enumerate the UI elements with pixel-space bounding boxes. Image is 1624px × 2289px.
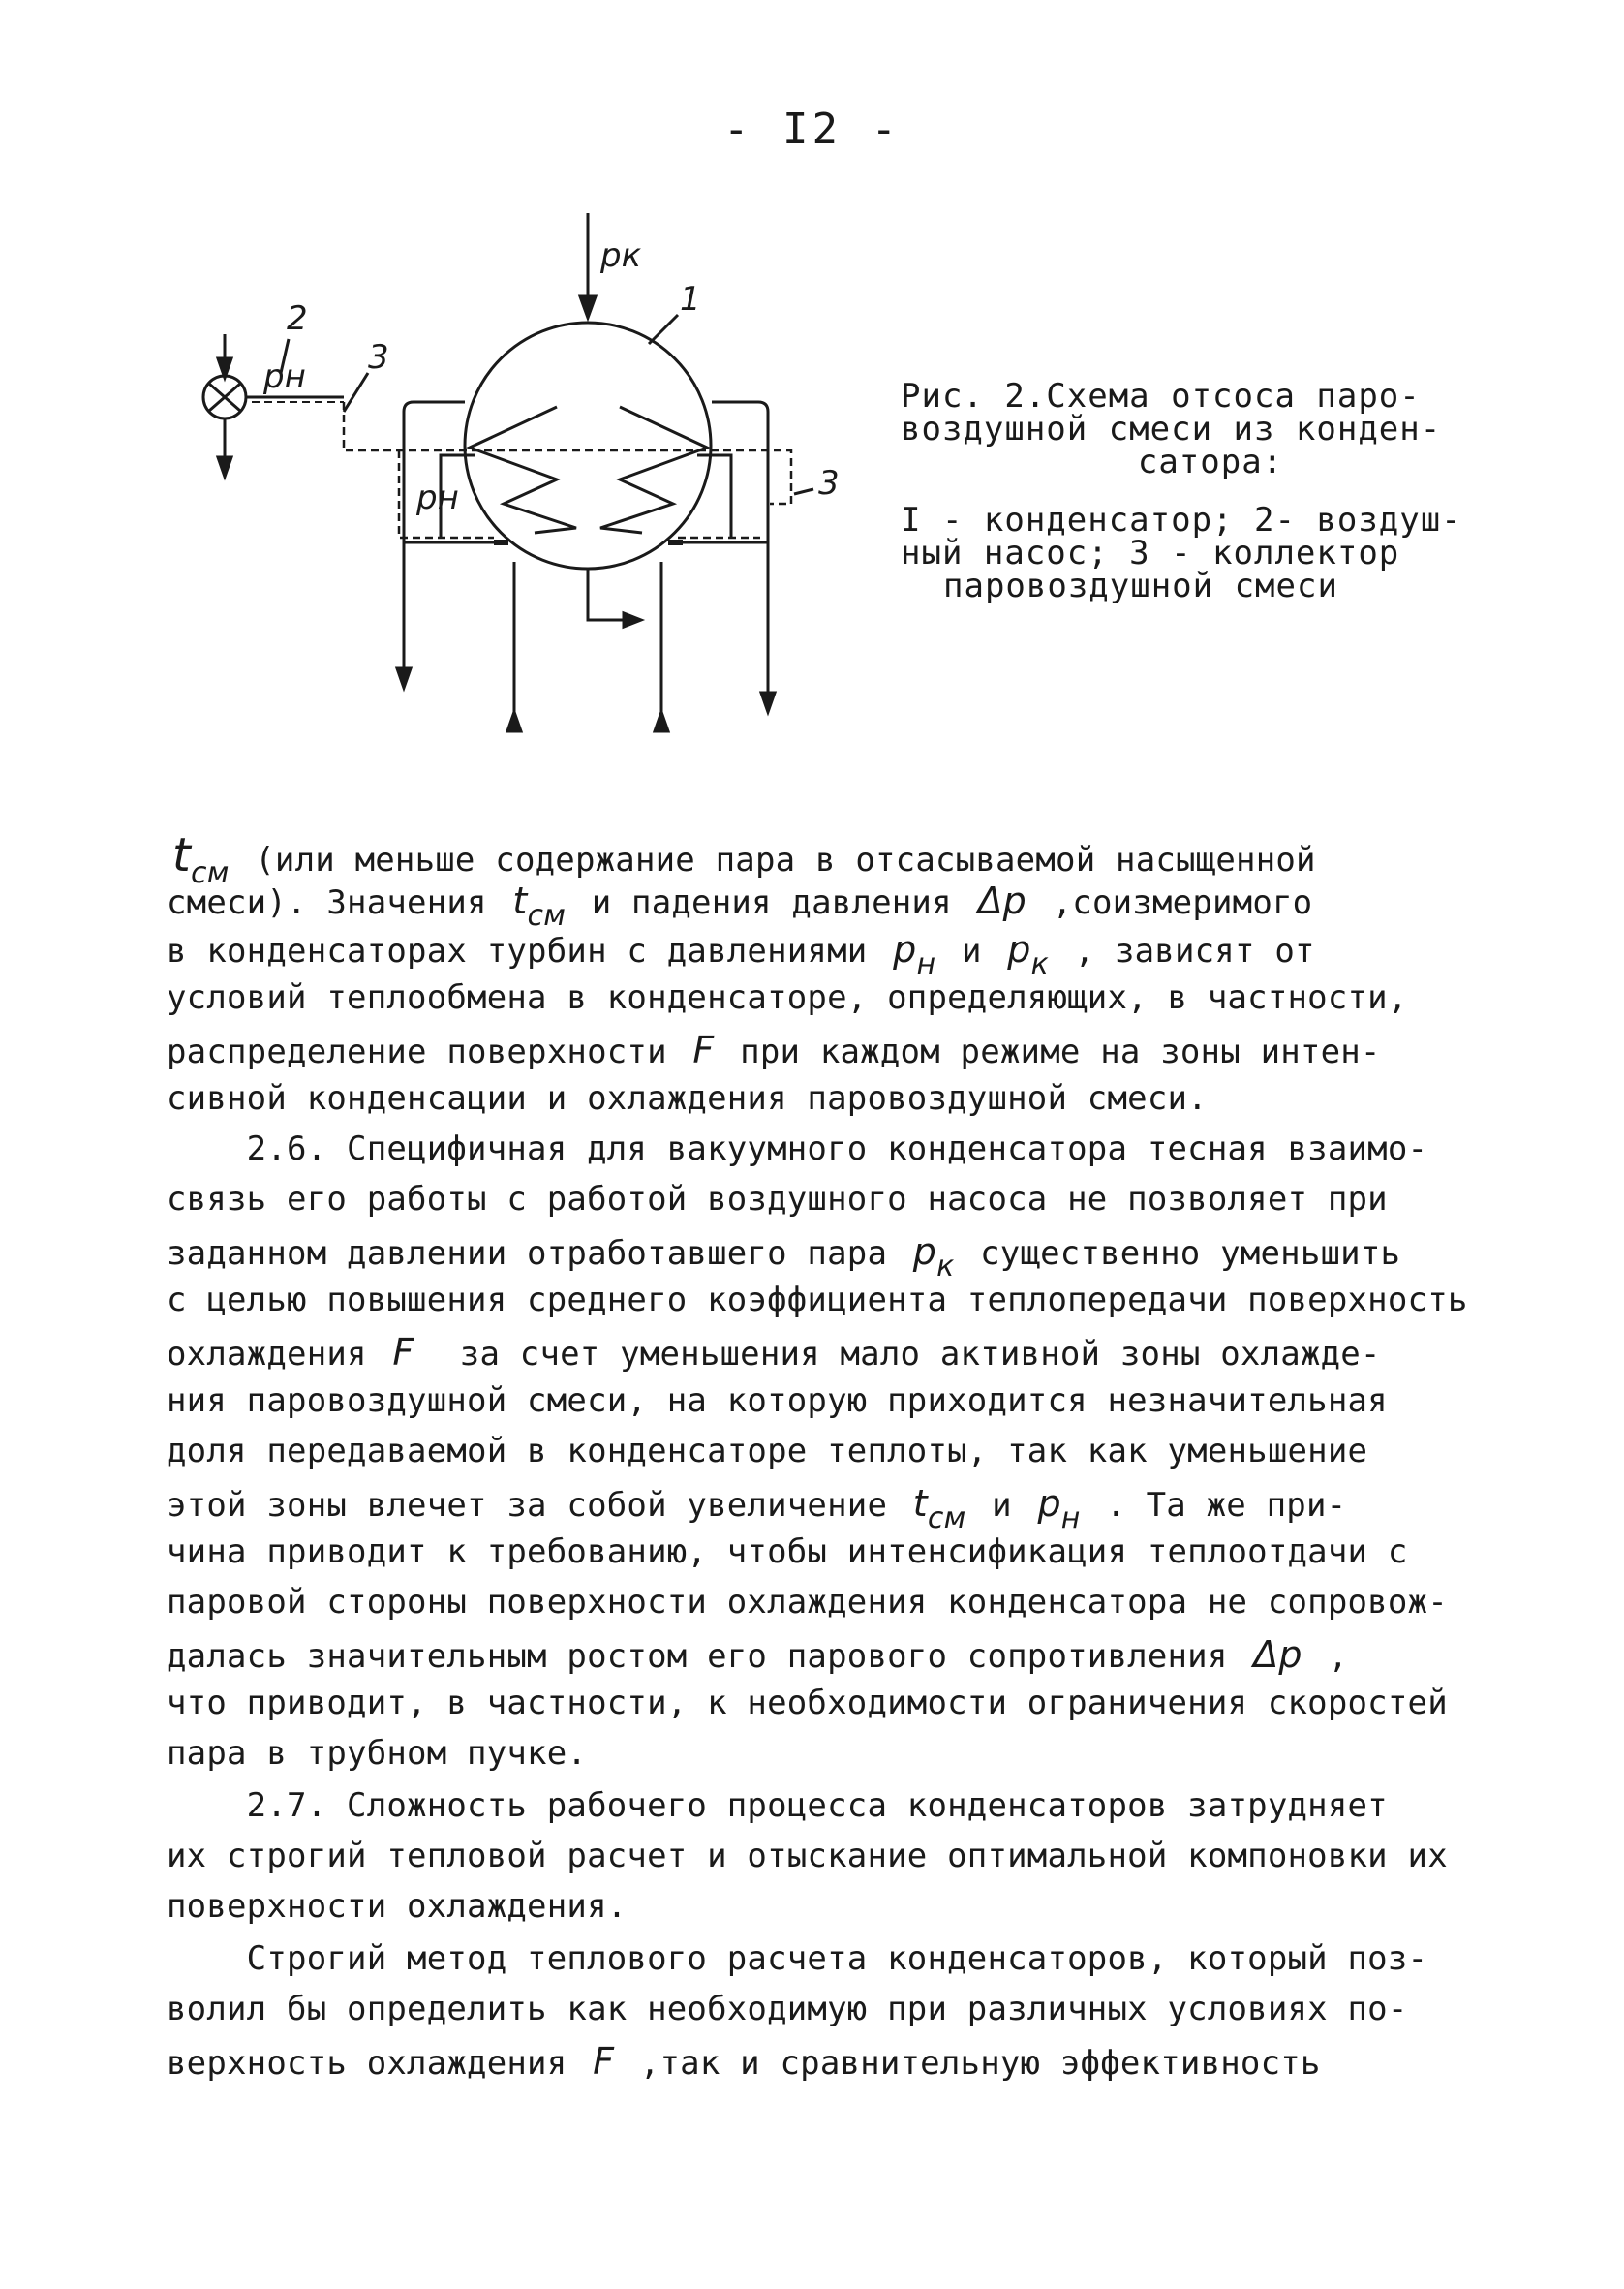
condenser-schematic <box>174 194 872 746</box>
body-line-4: условий теплообмена в конденсаторе, определяющих, в частности, <box>167 978 1408 1017</box>
var-t-sm: $t_{см}$ <box>912 1482 966 1535</box>
collector-dashed <box>344 402 791 504</box>
body-line-6: сивной конденсации и охлаждения паровоздушной смеси. <box>167 1079 1208 1118</box>
label-pn-pump: pн <box>263 357 306 396</box>
body-line-25: верхность охлаждения F ,так и сравнительную эффективность <box>167 2040 1321 2083</box>
label-pk-top: pк <box>600 236 642 275</box>
body-line-21: их строгий тепловой расчет и отыскание оптимальной компоновки их <box>167 1837 1448 1875</box>
body-line-23: Строгий метод теплового расчета конденсаторов, который поз- <box>167 1939 1428 1978</box>
collector-outer <box>404 402 465 542</box>
body-line-5: распределение поверхности F при каждом режиме на зоны интен- <box>167 1029 1381 1071</box>
body-line-22: поверхности охлаждения. <box>167 1887 628 1926</box>
var-dp: Δp <box>977 880 1026 922</box>
page-number: - I2 - <box>723 105 901 154</box>
label-2: 2 <box>287 299 308 338</box>
figure-caption <box>901 377 1520 605</box>
body-line-16: паровой стороны поверхности охлаждения конденсатора не сопровож- <box>167 1583 1448 1622</box>
var-p-n: $p_н$ <box>893 928 936 981</box>
var-t-sm: $t_{см}$ <box>172 828 230 890</box>
condenser-shell <box>465 323 711 569</box>
caption-legend-line-3: паровоздушной смеси <box>943 567 1338 605</box>
body-line-18: что приводит, в частности, к необходимости ограничения скоростей <box>167 1684 1448 1722</box>
var-F: F <box>593 2040 615 2083</box>
body-line-12: ния паровоздушной смеси, на которую приходится незначительная <box>167 1381 1388 1420</box>
body-line-14: этой зоны влечет за собой увеличение $t_{см}$ и $p_н$ . Та же при- <box>167 1482 1347 1535</box>
var-F: F <box>692 1029 715 1071</box>
body-line-1: $t_{см}$ (или меньше содержание пара в отсасываемой насыщенной <box>167 828 1316 882</box>
caption-title-line-3: сатора: <box>1137 443 1284 481</box>
body-line-3: в конденсаторах турбин с давлениями $p_н$ и $p_к$ , зависят от <box>167 928 1315 981</box>
body-line-9: заданном давлении отработавшего пара $p_к$ существенно уменьшить <box>167 1230 1401 1284</box>
body-line-19: пара в трубном пучке. <box>167 1734 588 1773</box>
body-line-8: связь его работы с работой воздушного насоса не позволяет при <box>167 1180 1388 1219</box>
caption-title-line-2: воздушной смеси из конден- <box>901 410 1442 449</box>
var-p-k: $p_к$ <box>1007 928 1049 981</box>
var-dp: Δp <box>1253 1633 1302 1676</box>
var-p-n: $p_н$ <box>1037 1482 1081 1535</box>
var-t-sm: $t_{см}$ <box>512 880 567 933</box>
caption-title-line-1: Рис. 2.Схема отсоса паро- <box>901 377 1421 416</box>
body-line-10: с целью повышения среднего коэффициента теплопередачи поверхность <box>167 1281 1468 1319</box>
var-p-k: $p_к$ <box>912 1230 955 1284</box>
label-3-left: 3 <box>368 338 389 377</box>
body-line-20: 2.7. Сложность рабочего процесса конденсаторов затрудняет <box>167 1786 1388 1825</box>
body-line-13: доля передаваемой в конденсаторе теплоты, так как уменьшение <box>167 1432 1368 1470</box>
label-1: 1 <box>680 280 701 319</box>
body-line-11: охлаждения F за счет уменьшения мало активной зоны охлажде- <box>167 1331 1381 1374</box>
body-line-2: смеси). Значения $t_{см}$ и падения давления Δp ,соизмеримого <box>167 880 1313 933</box>
body-line-15: чина приводит к требованию, чтобы интенсификация теплоотдачи с <box>167 1532 1408 1571</box>
caption-legend-line-1: I - конденсатор; 2- воздуш- <box>901 501 1462 540</box>
steam-inlet-arrowhead <box>580 296 596 318</box>
label-pn-inner: pн <box>416 479 459 517</box>
body-line-24: волил бы определить как необходимую при различных условиях по- <box>167 1990 1408 2028</box>
body-line-17: далась значительным ростом его парового сопротивления Δp , <box>167 1633 1349 1676</box>
body-line-7: 2.6. Специфичная для вакуумного конденсатора тесная взаимо- <box>167 1129 1428 1168</box>
caption-legend-line-2: ный насос; 3 - коллектор <box>901 534 1400 572</box>
label-3-right: 3 <box>818 464 840 503</box>
var-F: F <box>392 1331 414 1374</box>
